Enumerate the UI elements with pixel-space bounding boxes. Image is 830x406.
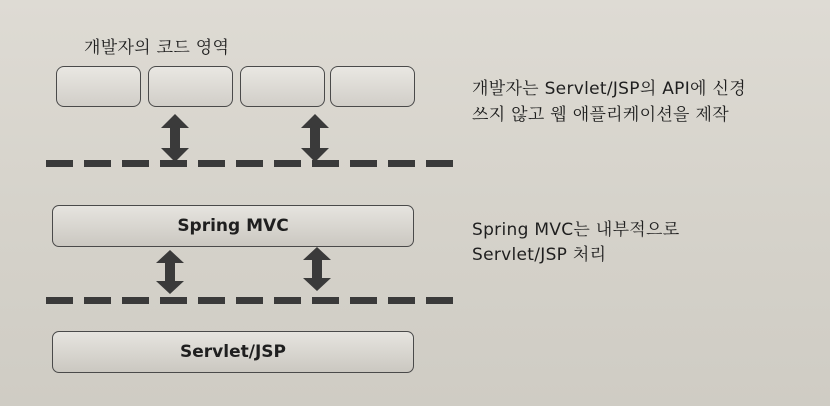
- double-arrow-icon: [300, 114, 330, 162]
- spring-mvc-layer: [52, 205, 414, 247]
- code-box: [148, 66, 233, 107]
- code-box: [56, 66, 141, 107]
- dashed-divider-upper: [46, 160, 458, 167]
- developer-description-line2: 쓰지 않고 웹 애플리케이션을 제작: [472, 105, 729, 125]
- spring-description-line1: Spring MVC는 내부적으로: [472, 220, 680, 240]
- double-arrow-icon: [302, 247, 332, 291]
- code-box: [330, 66, 415, 107]
- developer-code-area-title: 개발자의 코드 영역: [84, 38, 230, 58]
- code-box: [240, 66, 325, 107]
- spring-mvc-label: Spring MVC: [177, 216, 289, 236]
- spring-description-line2: Servlet/JSP 처리: [472, 245, 607, 265]
- servlet-jsp-layer: [52, 331, 414, 373]
- double-arrow-icon: [155, 250, 185, 294]
- double-arrow-icon: [160, 114, 190, 162]
- dashed-divider-lower: [46, 297, 458, 304]
- developer-description-line1: 개발자는 Servlet/JSP의 API에 신경: [472, 79, 746, 99]
- servlet-jsp-label: Servlet/JSP: [180, 342, 286, 362]
